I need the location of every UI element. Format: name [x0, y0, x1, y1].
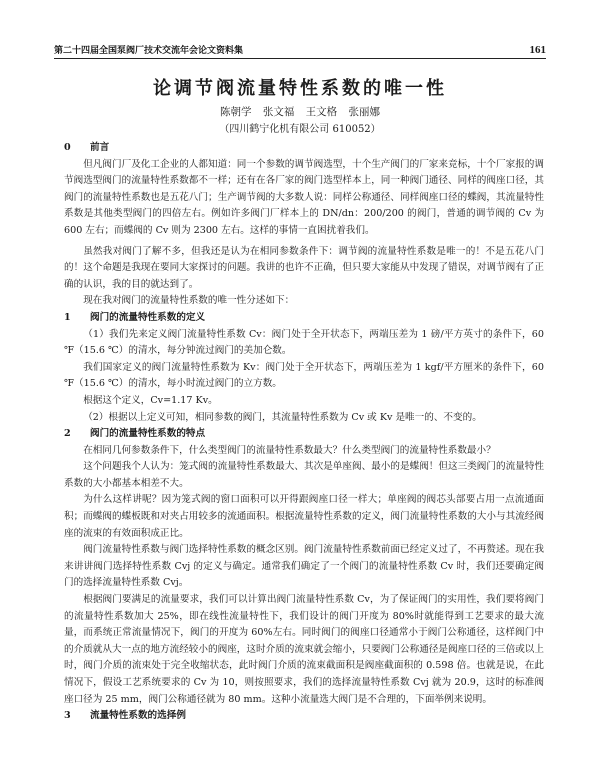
paragraph: 我们国家定义的阀门流量特性系数为 Kv：阀门处于全开状态下，两端压差为 1 kgf/平方厘米的条件下，60 ℉（15.6 ℃）的清水，每小时流过阀门的立方数。	[64, 361, 544, 390]
paragraph: 为什么这样讲呢？因为笼式阀的窗口面积可以开得跟阀座口径一样大；单座阀的阀芯头部要占用一点流通面积；而蝶阀的蝶板既和对夹占用较多的流通面积。根据流量特性系数的定义，阀门流量特性系数的大小与其流经阀座的流束的有效面积成正比。	[64, 494, 544, 539]
paragraph: 根据这个定义，Cv=1.17 Kv。	[83, 394, 218, 406]
paper-title: 论调节阀流量特性系数的唯一性	[153, 78, 447, 99]
paragraph: 这个问题我个人认为：笼式阀的流量特性系数最大、其次是单座阀、最小的是蝶阀！但这三类阀门的流量特性系数的大小都基本相差不大。	[64, 461, 544, 489]
proceedings-title: 第二十四届全国泵阀厂技术交流年会论文资料集	[54, 46, 244, 56]
paragraph: 现在我对阀门的流量特性系数的唯一性分述如下：	[83, 295, 295, 307]
paper-affiliation: （四川鹤宁化机有限公司 610052）	[219, 124, 381, 135]
paragraph: （2）根据以上定义可知，相同参数的阀门，其流量特性系数为 Cv 或 Kv 是唯一的、不变的。	[83, 411, 482, 423]
paragraph: 但凡阀门厂及化工企业的人都知道：同一个参数的调节阀选型，十个生产阀门的厂家来竞标，十个厂家报的调节阀选型阀门的流量特性系数都不一样；还有在各厂家的阀门选型样本上，同一种阀门通径、同样的阀座口径，其阀门的流量特性系数也是五花八门；生产调节阀的大多数人说：同样公称通径、同样阀座口径的蝶阀，其流量特性系数是其他类型阀门的四倍左右。例如许多阀门厂样本上的 DN/dn：200/200 的阀门，普通的调节阀的 Cv 为 600 左右；而蝶阀的 Cv 则为 2300 左右。这样的事情一直困扰着我们。	[64, 158, 544, 236]
paragraph: 根据阀门要满足的流量要求，我们可以计算出阀门流量特性系数 Cv，为了保证阀门的实用性，我们要将阀门的流量特性系数加大 25%，即在线性流量特性下，我们设计的阀门开度为 80%时就能得到工艺要求的最大流量，而系统正常流量情况下，阀门的开度为 60%左右。同时阀门的阀座口径通常小于阀门公称通径，这样阀门中的介质就从大一点的地方流经较小的阀座，这时介质的流束就会缩小，只要阀门公称通径是阀座口径的三倍或以上时，阀门介质的流束处于完全收缩状态，此时阀门介质的流束截面积是阀座截面积的 0.598 倍。也就是说，在此情况下，假设工艺系统要求的 Cv 为 10，则按照要求，我们的选择流量特性系数 Cvj 就为 20.9，这时的标准阀座口径为 25 mm，阀门公称通径就为 80 mm。这种小流量选大阀门是不合理的，下面举例来说明。	[64, 594, 544, 705]
section-heading-0: 0 前言	[64, 142, 110, 153]
section-heading-2: 2 阀门的流量特性系数的特点	[64, 428, 206, 440]
paper-authors: 陈朝学 张文福 王文格 张丽娜	[219, 106, 380, 118]
paper-body	[64, 140, 544, 725]
paragraph: 在相同几何参数条件下，什么类型阀门的流量特性系数最大？什么类型阀门的流量特性系数最小？	[83, 444, 496, 456]
paragraph: （1）我们先来定义阀门流量特性系数 Cv：阀门处于全开状态下，两端压差为 1 磅/平方英寸的条件下，60 ℉（15.6 ℃）的清水，每分钟流过阀门的美加仑数。	[64, 328, 544, 357]
section-heading-1: 1 阀门的流量特性系数的定义	[64, 311, 206, 323]
paragraph: 虽然我对阀门了解不多，但我还是认为在相同参数条件下：调节阀的流量特性系数是唯一的！不是五花八门的！这个命题是我现在要同大家探讨的问题。我讲的也许不正确，但只要大家能从中发现了错误，对调节阀有了正确的认识，我的目的就达到了。	[64, 245, 544, 290]
running-header	[54, 40, 546, 59]
page-number: 161	[529, 44, 546, 56]
section-heading-3: 3 流量特性系数的选择例	[64, 710, 186, 722]
paragraph: 阀门流量特性系数与阀门选择特性系数的概念区别。阀门流量特性系数前面已经定义过了，不再赘述。现在我来讲讲阀门选择特性系数 Cvj 的定义与确定。通常我们确定了一个阀门的流量特性系数 Cv 时，我们还要确定阀门的选择流量特性系数 Cvj。	[64, 544, 544, 589]
